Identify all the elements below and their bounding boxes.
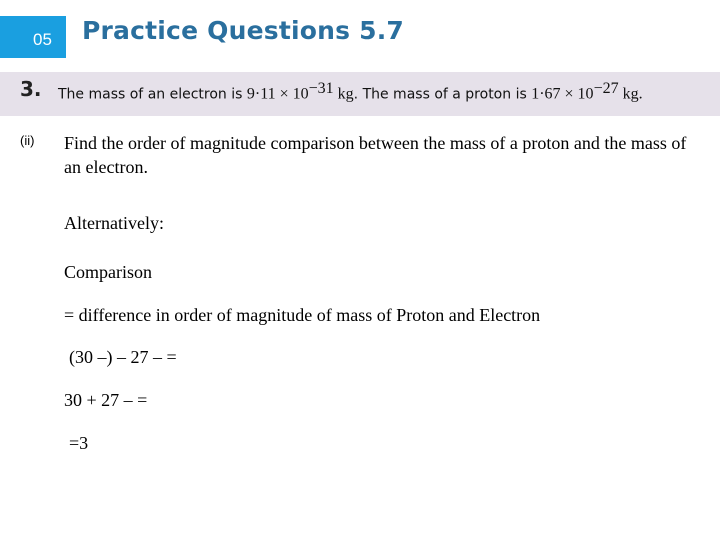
alternatively-label: Alternatively:	[64, 213, 164, 233]
working-result: =3	[69, 433, 89, 453]
working-step-1: (30 –) – 27 – =	[69, 347, 177, 367]
proton-mass-mantissa: 1·67 × 10	[531, 85, 594, 103]
question-number: 3.	[20, 77, 42, 101]
question-middle: . The mass of a proton is	[353, 86, 532, 103]
part-question: Find the order of magnitude comparison between the mass of a proton and the mass of an electron.	[64, 133, 687, 177]
proton-mass-unit: kg.	[618, 85, 643, 103]
chapter-badge	[0, 16, 66, 58]
question-prefix: The mass of an electron is	[58, 86, 247, 103]
page-title: Practice Questions 5.7	[82, 16, 404, 45]
electron-mass-mantissa: 9·11 × 10	[246, 85, 309, 103]
comparison-definition: = difference in order of magnitude of mass of Proton and Electron	[64, 305, 541, 325]
working-step-2: 30 + 27 – =	[64, 390, 148, 410]
electron-mass-exponent: −31	[308, 80, 334, 97]
proton-mass-exponent: −27	[593, 80, 619, 97]
comparison-label: Comparison	[64, 262, 152, 282]
question-text	[58, 80, 643, 104]
electron-mass-unit: kg	[333, 85, 354, 103]
chapter-number: 05	[33, 30, 52, 49]
part-label: (ii)	[20, 133, 35, 148]
